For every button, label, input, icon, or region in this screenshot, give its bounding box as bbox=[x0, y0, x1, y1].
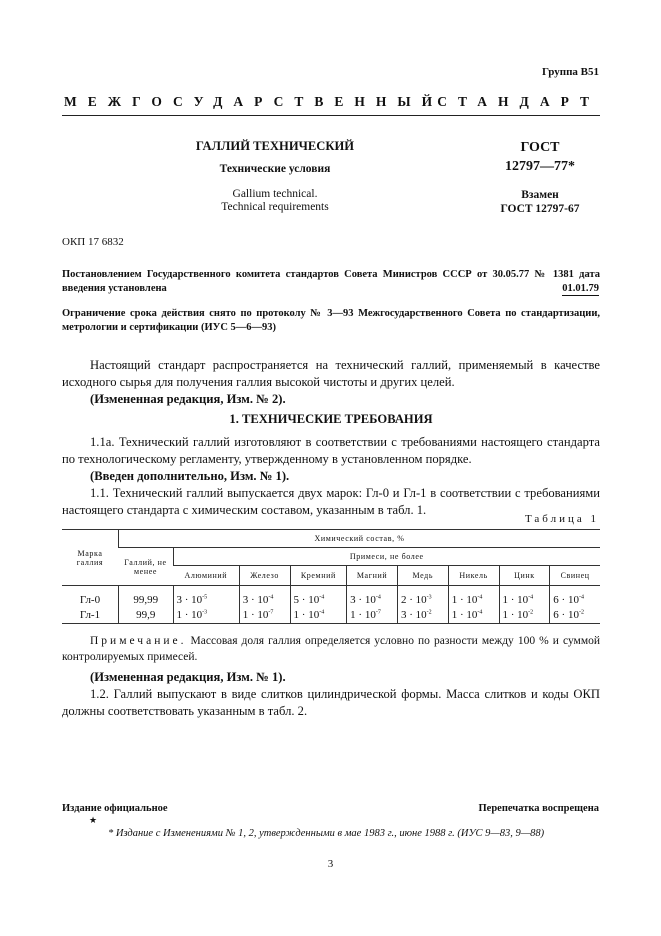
paragraph-1-1a: 1.1а. Технический галлий изготовляют в соответствии с требованиями настоящего стандарта по технологическому регламенту, утвержденному в установленном порядке. bbox=[62, 435, 600, 466]
section-title: 1. ТЕХНИЧЕСКИЕ ТРЕБОВАНИЯ bbox=[229, 412, 433, 426]
decree-body: Постановлением Государственного комитета стандартов Совета Министров СССР от 30.05.77 № 1381 дата введения установлена bbox=[62, 269, 600, 294]
impurity-mantissa: 3 · 10 bbox=[176, 593, 203, 606]
impurity-cell bbox=[550, 586, 600, 608]
amendment-after-table: (Измененная редакция, Изм. № 1). bbox=[90, 670, 286, 684]
impurity-mantissa: 3 · 10 bbox=[242, 593, 269, 606]
replaces-gost: ГОСТ 12797-67 bbox=[500, 203, 580, 215]
impurity-exponent: -5 bbox=[202, 594, 208, 601]
impurity-mantissa: 1 · 10 bbox=[242, 609, 269, 622]
impurity-mantissa: 3 · 10 bbox=[350, 593, 376, 606]
grade-cell: Гл-1 bbox=[79, 609, 101, 622]
reprint-prohibited: Перепечатка воспрещена bbox=[478, 803, 599, 814]
note-label: Примечание. bbox=[90, 635, 187, 647]
document-title: ГАЛЛИЙ ТЕХНИЧЕСКИЙ bbox=[195, 139, 355, 153]
impurity-cell bbox=[347, 608, 398, 624]
impurity-exponent: -4 bbox=[477, 609, 483, 616]
group-code: Группа В51 bbox=[541, 66, 599, 78]
impurity-cell bbox=[550, 608, 600, 624]
gallium-cell: 99,9 bbox=[119, 608, 174, 624]
intro-amendment: (Измененная редакция, Изм. № 2). bbox=[90, 392, 286, 406]
impurity-cell bbox=[173, 608, 239, 624]
impurity-mantissa: 1 · 10 bbox=[502, 593, 529, 606]
paragraph-1-2: 1.2. Галлий выпускают в виде слитков цилиндрической формы. Масса слитков и коды ОКП должны соответствовать указанным в табл. 2. bbox=[62, 687, 600, 718]
impurity-cell bbox=[239, 586, 290, 608]
column-header: Железо bbox=[239, 566, 290, 586]
impurity-exponent: -2 bbox=[426, 609, 432, 616]
column-header: Свинец bbox=[550, 566, 600, 586]
impurity-cell bbox=[173, 586, 239, 608]
table-row bbox=[62, 608, 600, 624]
column-header: Медь bbox=[397, 566, 448, 586]
impurity-cell bbox=[397, 586, 448, 608]
impurities-header: Примеси, не более bbox=[173, 548, 600, 566]
impurity-mantissa: 1 · 10 bbox=[451, 593, 478, 606]
document-subtitle: Технические условия bbox=[219, 163, 331, 175]
composition-header: Химический состав, % bbox=[119, 530, 601, 548]
limitation-text: Ограничение срока действия снято по протоколу № 3—93 Межгосударственного Совета по стандартизации, метрологии и сертификации (ИУС 5—6—93) bbox=[62, 308, 600, 333]
impurity-cell bbox=[347, 586, 398, 608]
impurity-exponent: -4 bbox=[375, 594, 381, 601]
impurity-exponent: -4 bbox=[319, 609, 325, 616]
impurity-cell bbox=[448, 608, 499, 624]
impurity-cell bbox=[499, 586, 550, 608]
column-header: Кремний bbox=[290, 566, 347, 586]
banner-left: МЕЖГОСУДАРСТВЕННЫЙ bbox=[64, 94, 444, 109]
impurity-mantissa: 1 · 10 bbox=[350, 609, 376, 622]
note-text: Массовая доля галлия определяется условно по разности между 100 % и суммой контролируемых примесей. bbox=[62, 635, 601, 663]
chemical-composition-table bbox=[62, 529, 600, 624]
impurity-mantissa: 5 · 10 bbox=[293, 593, 320, 606]
intro-text: Настоящий стандарт распространяется на технический галлий, применяемый в качестве исходного сырья для получения галлия высокой чистоты и других целей. bbox=[62, 358, 600, 389]
impurity-exponent: -4 bbox=[319, 594, 325, 601]
impurity-exponent: -4 bbox=[268, 594, 274, 601]
impurity-exponent: -2 bbox=[578, 609, 584, 616]
english-title-line2: Technical requirements bbox=[221, 201, 329, 213]
impurity-exponent: -3 bbox=[426, 594, 432, 601]
impurity-exponent: -4 bbox=[578, 594, 584, 601]
edition-footnote: * Издание с Изменениями № 1, 2, утвержденными в мае 1983 г., июне 1988 г. (ИУС 9—83, 9—88) bbox=[108, 828, 545, 839]
impurity-cell bbox=[239, 608, 290, 624]
english-title-line1: Gallium technical. bbox=[232, 188, 318, 200]
impurity-mantissa: 2 · 10 bbox=[400, 593, 427, 606]
impurity-exponent: -7 bbox=[375, 609, 381, 616]
impurity-exponent: -7 bbox=[268, 609, 274, 616]
table-note bbox=[62, 633, 600, 665]
column-header: Никель bbox=[448, 566, 499, 586]
decree-text bbox=[62, 268, 600, 296]
gost-number: 12797—77* bbox=[505, 159, 575, 174]
paragraph-1-1a-amendment: (Введен дополнительно, Изм. № 1). bbox=[90, 469, 290, 483]
impurity-mantissa: 1 · 10 bbox=[176, 609, 203, 622]
impurity-cell bbox=[448, 586, 499, 608]
impurity-cell bbox=[499, 608, 550, 624]
impurity-mantissa: 6 · 10 bbox=[553, 609, 579, 622]
grade-cell: Гл-0 bbox=[79, 593, 101, 606]
column-header: Цинк bbox=[499, 566, 550, 586]
impurity-cell bbox=[290, 608, 347, 624]
impurity-exponent: -3 bbox=[202, 609, 208, 616]
impurity-mantissa: 1 · 10 bbox=[502, 609, 529, 622]
page-number: 3 bbox=[327, 858, 334, 870]
impurity-mantissa: 3 · 10 bbox=[400, 609, 427, 622]
gallium-header: Галлий, не менее bbox=[119, 548, 174, 586]
banner-right: СТАНДАРТ bbox=[437, 94, 600, 109]
impurity-mantissa: 1 · 10 bbox=[451, 609, 478, 622]
grade-header: Марка галлия bbox=[62, 530, 119, 586]
standard-banner bbox=[64, 94, 600, 110]
impurity-cell bbox=[290, 586, 347, 608]
gost-label: ГОСТ bbox=[520, 140, 560, 155]
intro-paragraph bbox=[62, 357, 600, 391]
impurity-exponent: -4 bbox=[528, 594, 534, 601]
okp-code: ОКП 17 6832 bbox=[62, 236, 124, 248]
table-caption: Таблица 1 bbox=[524, 513, 599, 525]
impurity-exponent: -2 bbox=[528, 609, 534, 616]
decree-date: 01.01.79 bbox=[562, 283, 599, 294]
column-header: Магний bbox=[347, 566, 398, 586]
official-edition: Издание официальное bbox=[62, 803, 168, 814]
star-mark: ★ bbox=[89, 815, 98, 825]
paragraph-1-1: 1.1. Технический галлий выпускается двух марок: Гл-0 и Гл-1 в соответствии с требованиями настоящего стандарта с химическим составом, указанным в табл. 1. bbox=[62, 486, 600, 517]
impurity-mantissa: 1 · 10 bbox=[293, 609, 320, 622]
impurity-mantissa: 6 · 10 bbox=[553, 593, 579, 606]
table-row bbox=[62, 586, 600, 608]
impurity-cell bbox=[397, 608, 448, 624]
impurity-exponent: -4 bbox=[477, 594, 483, 601]
column-header: Алюминий bbox=[173, 566, 239, 586]
replaces-label: Взамен bbox=[521, 189, 559, 201]
gallium-cell: 99,99 bbox=[119, 586, 174, 608]
header-rule bbox=[62, 115, 600, 116]
